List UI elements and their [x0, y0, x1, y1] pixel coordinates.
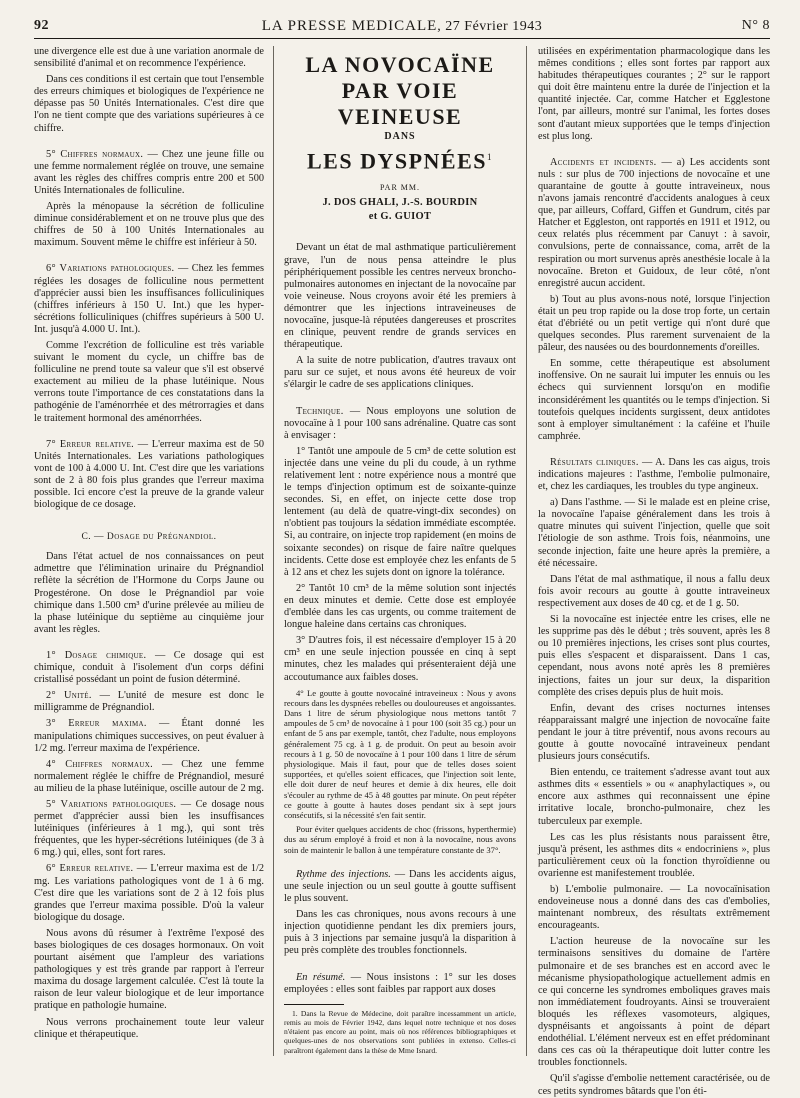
- section-heading: Rythme des injections.: [296, 868, 391, 880]
- paragraph: — L'erreur maxima est de 1/2 mg. Les variations pathologiques vont de 1 à 6 mg. C'est dire que les variations sont de 2 à 12 fois plus grandes que l'erreur maxima possible. D'où la valeur biologique du dosage.: [34, 863, 264, 923]
- byline-prefix: PAR MM.: [379, 183, 421, 193]
- paragraph: 3° D'autres fois, il est nécessaire d'employer 15 à 20 cm³ en une seule injection poussée en cinq à sept minutes, chez les malades qui présenteraient déjà une accoutumance aux faibles doses.: [284, 635, 516, 683]
- section-heading: 1° Dosage chimique.: [46, 649, 147, 661]
- article-title-line: LES DYSPNÉES$^1$: [306, 148, 493, 174]
- paragraph: Bien entendu, ce traitement s'adresse avant tout aux asthmes dits « essentiels » ou « anaphylactiques », ou encore aux asthmes qui reconnaissent une épine irritative locale, broncho-pulmonaire, chez les tuberculeux par exemple.: [538, 767, 770, 827]
- paragraph: Dans l'état actuel de nos connaissances on peut admettre que l'élimination urinaire du Prégnandiol reflète la sécrétion de l'Hormone du Corps Jaune ou Progestérone. On dose le Prégnandiol par voie chimique dans 1.500 cm³ d'urine prélevée au milieu de la phase lutéinique du septième au cinquième jour avant les règles.: [34, 551, 264, 635]
- paragraph: Nous avons dû résumer à l'extrême l'exposé des bases biologiques de ces dosages hormonaux. On voit pourtant aisément que l'ampleur des variations pathologiques y est très grande par rapport à l'erreur maxima du dosage largement calculée. C'est là toute la raison de leur valeur biologique et de leur importance pratique en pathologie humaine.: [34, 927, 264, 1012]
- section-heading: 7° Erreur relative.: [46, 438, 135, 450]
- paragraph: Dans ces conditions il est certain que tout l'ensemble des erreurs chimiques et biologiques de l'expérience ne dépasse pas 50 Unités Internationales. C'est dire que l'on ne tient compte que des variations supérieures à ce chiffre.: [34, 74, 264, 134]
- section-heading: 6° Erreur relative.: [46, 863, 134, 875]
- paragraph: — L'erreur maxima est de 50 Unités Internationales. Les variations pathologiques vont de 100 à 4.000 U. Int. C'est dire que les variations sont de 2 à 80 fois plus grandes que l'erreur maxima possible. Ici encore c'est la preuve de la grande valeur biologique de ce dosage.: [34, 438, 264, 511]
- section-heading: Résultats cliniques.: [550, 456, 639, 468]
- paragraph: — L'unité de mesure est donc le milligramme de Prégnandiol.: [34, 690, 264, 714]
- section-heading: Accidents et incidents.: [550, 156, 657, 168]
- issue-date: 27 Février 1943: [445, 19, 543, 34]
- paragraph: — a) Les accidents sont nuls : sur plus de 700 injections de novocaïne et une quarantaine de goutte à goutte intraveineux, nous n'avons jamais rencontré d'accidents analogues à ceux que, par ailleurs, Coffard, Giffen et Gundrum, cités par Hatcher et Eggleston, ont rapportés en 1911 et 1912, ou ceux relatés plus récemment par Canuyt : à savoir, convulsions, perte de connaissance, coma, arrêt de la respiration ou mort survenus après anesthésie locale à la novocaïne. Breton et Guidoux, de leur côté, n'ont enregistré aucun accident.: [538, 156, 771, 289]
- paragraph: Si la novocaïne est injectée entre les crises, elle ne les supprime pas dès le début ; très souvent, après les 8 ou 10 premières injections, les crises sont plus courtes, puis elles s'espacent et disparaissent. Dans 1 cas, cependant, nous avons noté après les 8 premières injections, faites un jour sur deux, la disparition complète des crises depuis plus de huit mois.: [538, 614, 770, 698]
- paragraph: Après la ménopause la sécrétion de folliculine diminue considérablement et on ne trouve plus que des chiffres de 50 à 100 Unités Internationales au maximum. Souvent même le chiffre est inférieur à 50.: [34, 201, 264, 249]
- section-heading: 2° Unité.: [46, 690, 92, 702]
- article-title-line: LA NOVOCAÏNE: [305, 52, 495, 77]
- header-rule: [34, 38, 770, 39]
- footnote-marker: 1: [487, 152, 493, 162]
- column-left: [34, 46, 264, 1068]
- paragraph: — Chez une jeune fille ou une femme normalement réglée on trouve, une semaine avant les règles des chiffres compris entre 200 et 500 Unités Internationales de folliculine.: [34, 148, 264, 196]
- footnote-rule: [284, 1004, 344, 1005]
- paragraph: — Dans les accidents aigus, une seule injection ou un seul goutte à goutte suffisent le plus souvent.: [284, 868, 516, 905]
- paragraph: Devant un état de mal asthmatique particulièrement grave, l'un de nous pensa atteindre le plus périphériquement possible les centres nerveux broncho-pulmonaires autonomes en injectant de la novocaïne par voie veineuse. Nous croyons avoir été les premiers à démontrer que les injections intraveineuses de novocaïne, jusque-là réputées dangereuses et proscrites en clinique, peuvent rendre de grands services en thérapeutique.: [284, 242, 516, 351]
- section-heading: 5° Chiffres normaux.: [46, 148, 144, 160]
- paragraph: b) L'embolie pulmonaire. — La novocaïnisation endoveineuse nous a donné dans des cas d'embolies, maintenant nombreux, des résultats extrêmement encourageants.: [538, 884, 770, 932]
- paragraph: L'action heureuse de la novocaïne sur les terminaisons sensitives du domaine de l'artère pulmonaire et de ses branches est en accord avec le mécanisme physiopathologique actuellement admis en ce qui concerne les syndromes emboliques graves mais non immédiatement foudroyants. Ainsi se trouveraient bloqués les réflexes vasomoteurs, algiques, dyspnéisants et angoissants à point de départ endothélial. L'élément nerveux est en effet prédominant dans ces cas où la thérapeutique doit lutter contre les troubles fonctionnels.: [538, 936, 770, 1069]
- article-title-line: PAR VOIE VEINEUSE: [337, 78, 463, 129]
- paragraph: 1° Tantôt une ampoule de 5 cm³ de cette solution est injectée dans une veine du pli du coude, à un rythme relativement lent : notre expérience nous a montré que le temps d'injection optimum est de soixante-quinze secondes. Si, en effet, on injecte cette dose trop lentement (au delà de quatre-vingt-dix secondes) on n'obtient pas toujours la sédation immédiate escomptée. Si, au contraire, on injecte trop rapidement (en moins de soixante secondes) on risque de faire naître quelques incidents. Cette dose est employée chez les enfants de 5 à 12 ans et chez les sujets dont on ignore la tolérance.: [284, 445, 516, 578]
- page-header: [34, 18, 770, 36]
- page-number: 92: [34, 18, 49, 33]
- publication-name: LA PRESSE MEDICALE: [261, 18, 438, 34]
- article-title-line: DANS: [384, 131, 416, 142]
- section-heading: Technique.: [296, 405, 344, 417]
- article-authors: J. DOS GHALI, J.-S. BOURDIN: [322, 197, 478, 209]
- section-heading: 5° Variations pathologiques.: [46, 798, 177, 810]
- paragraph: — Chez une femme normalement réglée le chiffre de Prégnandiol, mesuré au milieu de la phase lutéinique, oscille autour de 2 mg.: [34, 758, 264, 794]
- paragraph: — A. Dans les cas aigus, trois indications majeures : l'asthme, l'embolie pulmonaire, et, chez les cardiaques, les troubles du type angineux.: [538, 456, 770, 493]
- section-heading: 6° Variations pathologiques.: [46, 263, 175, 275]
- section-heading: 4° Chiffres normaux.: [46, 758, 153, 770]
- section-heading: En résumé.: [296, 971, 346, 983]
- paragraph: a) Dans l'asthme. — Si le malade est en pleine crise, la novocaïne l'apaise généralement dans les trois à quatre minutes qui suivent l'injection, quelle que soit l'étiologie de son asthme. Trois fois, néanmoins, une seconde injection, faite une heure après la première, a été nécessaire.: [538, 497, 770, 569]
- paragraph: Qu'il s'agisse d'embolie nettement caractérisée, ou de ces petits syndromes bâtards que l'on éti-: [538, 1073, 770, 1097]
- paragraph: Nous verrons prochainement toute leur valeur clinique et thérapeutique.: [34, 1016, 264, 1040]
- paragraph: Comme l'excrétion de folliculine est très variable suivant le moment du cycle, un chiffre bas de folliculine ne prend toute sa valeur que s'il est observé exactement au milieu de la phase lutéinique. Nous verrons toute l'importance de ces constatations dans la pathogénie de l'aménorrhée et des métrorragies et dans le traitement hormonal des aménorrhées.: [34, 339, 264, 424]
- paragraph: Dans les cas chroniques, nous avons recours à une injection quotidienne pendant les dix premiers jours, puis à 3 injections par semaine jusqu'à la disparition à peu près complète des troubles fonctionnels.: [284, 909, 516, 957]
- section-title: C. — Dosage du Prégnandiol.: [81, 532, 217, 543]
- paragraph: 4° Le goutte à goutte novocaïné intraveineux : Nous y avons recours dans les dyspnées rebelles ou douloureuses et angoissantes. Dans 1 litre de sérum physiologique nous mettons tantôt 7 ampoules de 5 cm³ de novocaïne à 1 pour 100 (soit 35 cg.) pour un enfant de 5 ans par exemple, tantôt, chez l'adulte, nous employons généralement 75 cg. à 1 g. de produit. On peut au besoin avoir recours à 1 g. 50 de novocaïne à 1 pour 100 dans 1 litre de sérum physiologique. Mais il faut, pour que de telles doses soient supportées, et qu'elles soient efficaces, que l'injection soit lente, elle doit durer de neuf heures et demie à dix heures, elle doit s'écouler au rythme de 45 à 48 gouttes par minute. On peut répéter ce goutte à goutte à hautes doses pendant six à sept jours consécutifs, si la nécessité s'en fait sentir.: [284, 687, 516, 821]
- paragraph: — Ce dosage nous permet d'apprécier aussi bien les insuffisances lutéiniques (inférieures à 1 mg.), qui sont très fréquentes, que les hyper-sécrétions lutéiniques (de 3 à 6 mg.) qui, elles, sont fort rares.: [34, 798, 265, 859]
- issue-number: N° 8: [741, 18, 770, 33]
- paragraph: Dans l'état de mal asthmatique, il nous a fallu deux fois avoir recours au goutte à goutte intraveineux respectivement aux doses de 40 cg. et de 1 g. 50.: [538, 573, 770, 609]
- paragraph: Pour éviter quelques accidents de choc (frissons, hyperthermie) dus au sérum employé à froid et non à la novocaïne, nous avons soin de maintenir le ballon à une température constante de 37°.: [284, 824, 516, 855]
- paragraph: 2° Tantôt 10 cm³ de la même solution sont injectés en deux minutes et demie. Cette dose est employée d'emblée dans les cas urgents, ou comme traitement de longue haleine dans certains cas chroniques.: [284, 582, 516, 631]
- paragraph: Enfin, devant des crises nocturnes intenses réapparaissant malgré une injection de novocaïne faite pendant le jour à titre préventif, nous avons recours au goutte à goutte novocaïné intraveineux pendant plusieurs jours consécutifs.: [538, 702, 770, 763]
- section-heading: 3° Erreur maxima.: [46, 718, 147, 730]
- paragraph: — Étant donné les manipulations chimiques successives, on peut évaluer à 1/2 mg. l'erreur maxima de l'expérience.: [34, 718, 264, 754]
- paragraph: utilisées en expérimentation pharmacologique dans les mêmes conditions ; elles sont fortes par rapport aux habitudes thérapeutiques courantes ; 2° sur le rapport qui doit être maintenu entre la durée de l'injection et la quantité injectée. Car, comme Hatcher et Egglestone l'ont, par ailleurs, montré sur l'animal, les fortes doses sont d'autant mieux supportées que le temps d'injection est plus long.: [538, 46, 770, 142]
- paragraph: b) Tout au plus avons-nous noté, lorsque l'injection était un peu trop rapide ou la dose trop forte, un certain état d'ébriété ou un petit vertige qui n'ont duré que quelques secondes. Plus rarement survenaient de la pâleur, des nausées ou des bourdonnements d'oreilles.: [538, 293, 770, 354]
- paragraph: — Nous employons une solution de novocaïne à 1 pour 100 sans adrénaline. Quatre cas sont à envisager :: [284, 405, 516, 441]
- paragraph: A la suite de notre publication, d'autres travaux ont paru sur ce sujet, et nous avons été heureux de voir s'élargir le cadre de ses applications cliniques.: [284, 355, 516, 391]
- running-title: LA PRESSE MEDICALE, 27 Février 1943: [261, 18, 543, 34]
- paragraph: Les cas les plus résistants nous paraissent être, jusqu'à présent, les asthmes dits « endocriniens », plus particulièrement ceux où la fonction thyroïdienne ou ovarienne est manifestement troublée.: [538, 831, 770, 879]
- footnote: 1. Dans la Revue de Médecine, doit paraître incessamment un article, remis au mois de Février 1942, dans lequel notre technique et nos doses n'étaient pas encore au point, mais où nos références bibliographiques et quelques-unes de nos observations sont publiées in extenso. Celles-ci paraîtront également dans la thèse de Mme Isnard.: [284, 1008, 516, 1055]
- article-heading: [284, 52, 516, 224]
- article-authors: et G. GUIOT: [368, 211, 432, 223]
- column-divider: [526, 46, 527, 1056]
- paragraph: — Nous insistons : 1° sur les doses employées : elles sont faibles par rapport aux doses: [284, 971, 517, 995]
- column-right: [538, 46, 771, 1097]
- paragraph: — Ce dosage qui est chimique, conduit à l'isolement d'un corps défini cristallisé possédant un point de fusion déterminé.: [34, 649, 264, 686]
- paragraph: En somme, cette thérapeutique est absolument inoffensive. On ne saurait lui imputer les ennuis ou les échecs qui surviennent lorsqu'on en modifie inconsidérément les quantités ou le temps d'injection. Si toutefois quelques incidents surgissent, deux antidotes sont à employer simultanément : la caféine et l'huile camphrée.: [538, 358, 770, 442]
- paragraph: — Chez les femmes réglées les dosages de folliculine nous permettent d'apprécier aussi bien les insuffisances folliculiniques (chiffres inférieurs à 150 U. Int.) que les hyper-sécrétions folliculiniques (chiffres supérieurs à 500 U. Int. jusqu'à 4.000 U. Int.).: [34, 263, 264, 335]
- column-divider: [273, 46, 274, 1056]
- column-middle: [284, 46, 516, 1068]
- paragraph: une divergence elle est due à une variation anormale de sensibilité d'animal et on recommence l'expérience.: [34, 46, 264, 70]
